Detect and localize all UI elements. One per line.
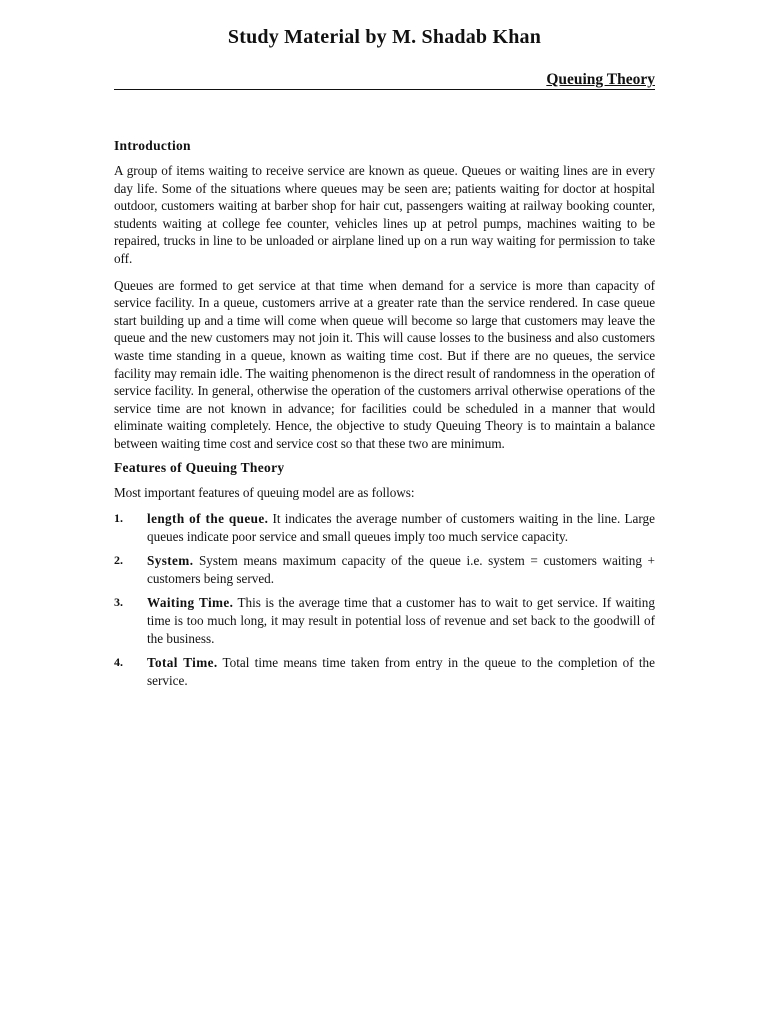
feature-text: Total time means time taken from entry in the queue to the completion of the service.	[147, 655, 655, 688]
features-section	[114, 459, 655, 690]
introduction-section	[114, 137, 655, 453]
feature-item	[114, 594, 655, 647]
document-body	[114, 137, 655, 696]
features-heading: Features of Queuing Theory	[114, 459, 285, 475]
feature-number: 2.	[114, 553, 123, 568]
feature-number: 3.	[114, 595, 123, 610]
introduction-paragraph-1: A group of items waiting to receive service are known as queue. Queues or waiting lines are in every day life. Some of the situations where queues may be seen are; patients waiting for doctor at hospital outdoor, customers waiting at barber shop for hair cut, passengers waiting at railway booking counter, students waiting at college fee counter, vehicles lines up at petrol pumps, machines waiting to be repaired, trucks in line to be unloaded or airplane lined up on a run way waiting for permission to take off.	[114, 163, 655, 266]
feature-term: Total Time.	[147, 655, 218, 671]
features-list	[114, 510, 655, 689]
feature-number: 4.	[114, 655, 123, 670]
header-rule	[114, 89, 655, 90]
feature-term: length of the queue.	[147, 511, 269, 527]
feature-item	[114, 510, 655, 545]
feature-item	[114, 654, 655, 689]
feature-text: System means maximum capacity of the queue i.e. system = customers waiting + customers being served.	[147, 553, 655, 586]
document-subtitle: Queuing Theory	[546, 71, 655, 88]
feature-number: 1.	[114, 511, 123, 526]
feature-text: It indicates the average number of customers waiting in the line. Large queues indicate poor service and small queues imply too much service capacity.	[147, 511, 655, 544]
feature-text: This is the average time that a customer has to wait to get service. If waiting time is too much long, it may result in potential loss of revenue and set back to the goodwill of the business.	[147, 595, 655, 646]
feature-term: Waiting Time.	[147, 595, 234, 611]
introduction-paragraph-2: Queues are formed to get service at that time when demand for a service is more than capacity of service facility. In a queue, customers arrive at a greater rate than the service rendered. In case queue start building up and a time will come when queue will become so large that customers may leave the queue and the new customers may not join it. This will cause losses to the business and also customers waste time standing in a queue, known as waiting time cost. But if there are no queues, the service facility may remain idle. The waiting phenomenon is the direct result of randomness in the operation of service facility. In general, otherwise the operation of the customers arrival otherwise operations of the service time are not known in advance; for facilities could be scheduled in a manner that would eliminate waiting completely. Hence, the objective to study Queuing Theory is to maintain a balance between waiting time cost and service cost so that these two are minimum.	[114, 277, 655, 451]
document-title: Study Material by M. Shadab Khan	[227, 26, 542, 48]
feature-term: System.	[147, 553, 194, 569]
features-intro: Most important features of queuing model are as follows:	[114, 484, 415, 500]
feature-item	[114, 552, 655, 587]
introduction-heading: Introduction	[114, 138, 191, 153]
